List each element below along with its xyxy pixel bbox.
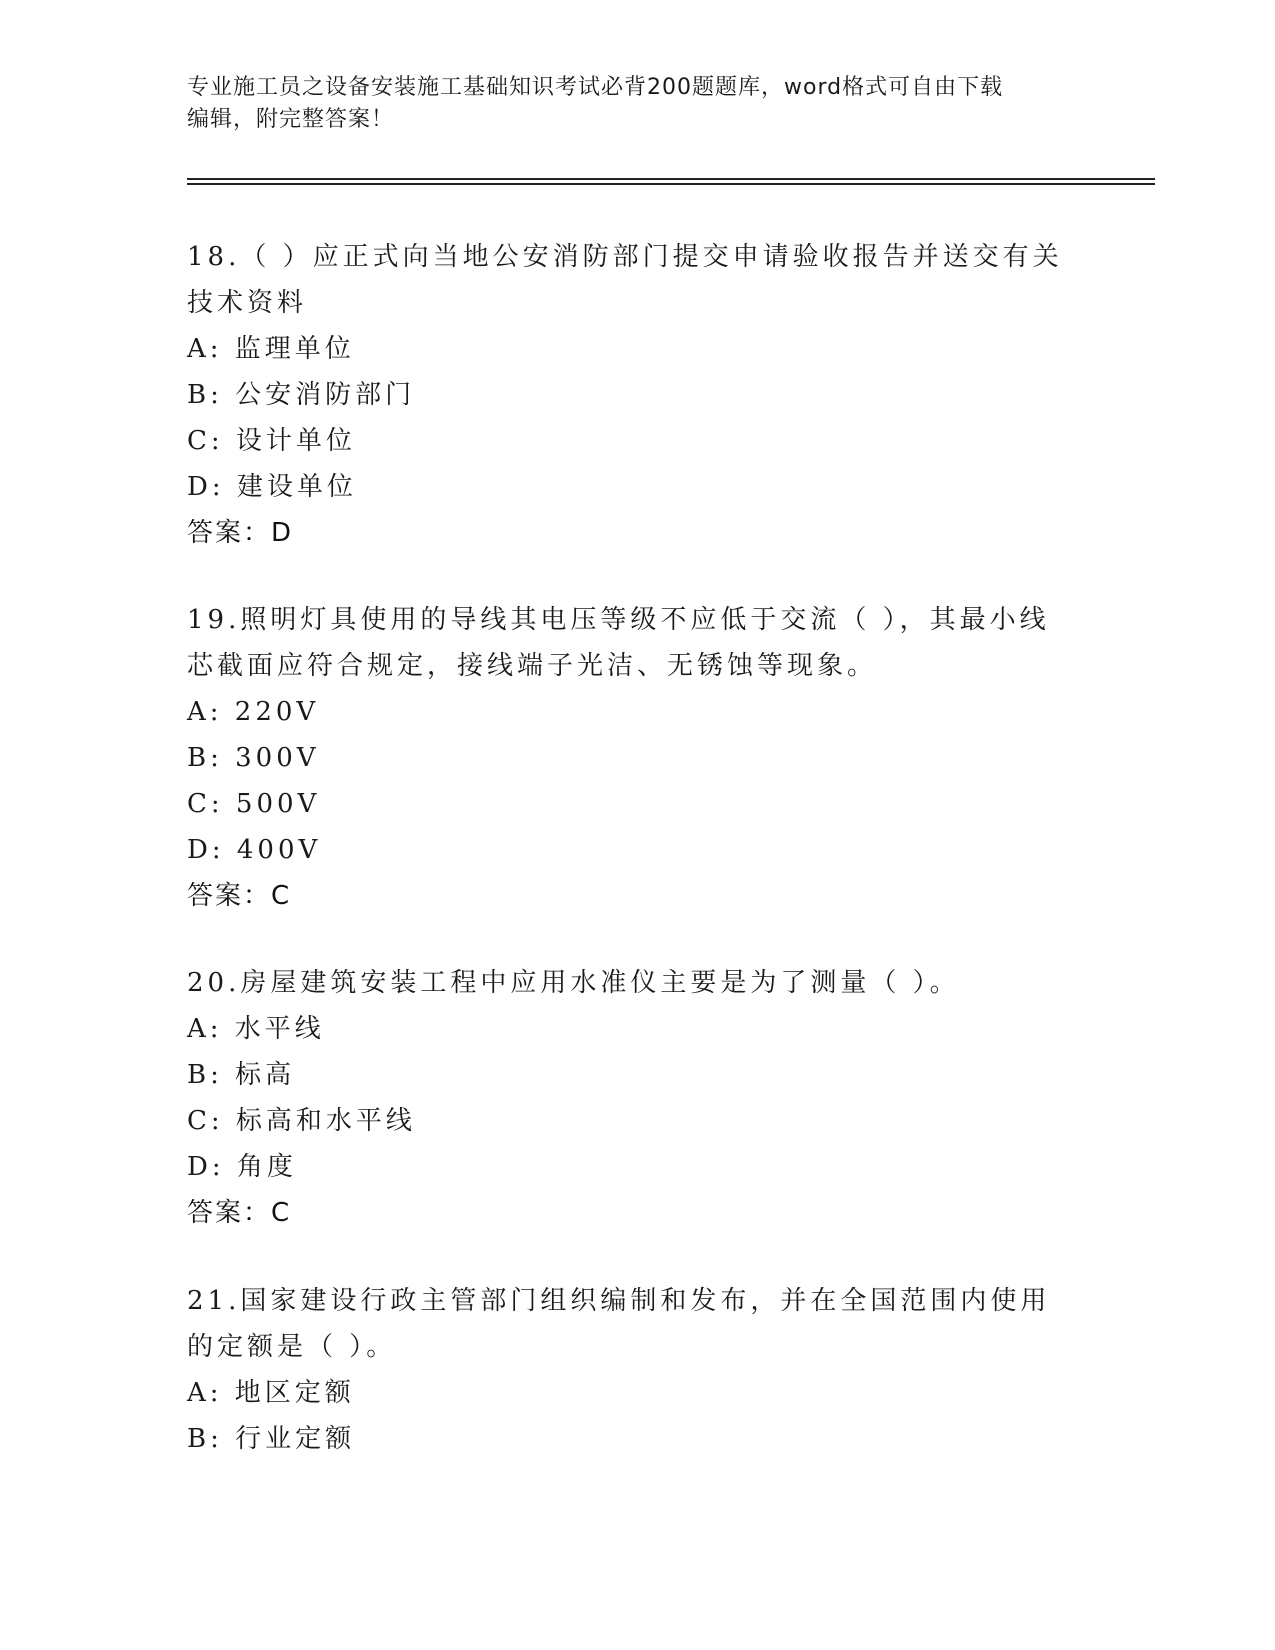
answer: 答案：D	[187, 518, 294, 548]
question-19	[187, 597, 1067, 919]
option-a: A: 220V	[187, 697, 320, 727]
question-21	[187, 1278, 1067, 1462]
option-a: A: 地区定额	[187, 1378, 355, 1408]
option-d: D: 角度	[187, 1152, 297, 1182]
option-c: C: 设计单位	[187, 426, 356, 456]
option-a: A: 水平线	[187, 1014, 325, 1044]
header-divider-top	[187, 178, 1155, 180]
question-text: 19.照明灯具使用的导线其电压等级不应低于交流（ ），其最小线芯截面应符合规定，接线端子光洁、无锈蚀等现象。	[187, 605, 1050, 681]
question-18	[187, 234, 1067, 556]
question-text: 18.（ ）应正式向当地公安消防部门提交申请验收报告并送交有关技术资料	[187, 242, 1063, 318]
header-line-1: 专业施工员之设备安装施工基础知识考试必背200题题库，word格式可自由下载	[187, 75, 1004, 100]
answer: 答案：C	[187, 1198, 292, 1228]
option-b: B: 公安消防部门	[187, 380, 416, 410]
option-a: A: 监理单位	[187, 334, 355, 364]
question-text: 21.国家建设行政主管部门组织编制和发布，并在全国范围内使用的定额是（ ）。	[187, 1286, 1051, 1362]
document-header	[187, 72, 1087, 136]
question-20	[187, 960, 1067, 1236]
option-c: C: 500V	[187, 789, 321, 819]
option-d: D: 建设单位	[187, 472, 357, 502]
header-line-2: 编辑，附完整答案！	[187, 107, 395, 132]
option-d: D: 400V	[187, 835, 322, 865]
answer: 答案：C	[187, 881, 292, 911]
option-b: B: 行业定额	[187, 1424, 356, 1454]
question-text: 20.房屋建筑安装工程中应用水准仪主要是为了测量（ ）。	[187, 968, 960, 998]
header-divider-bottom	[187, 183, 1155, 185]
option-b: B: 300V	[187, 743, 320, 773]
option-c: C: 标高和水平线	[187, 1106, 416, 1136]
option-b: B: 标高	[187, 1060, 296, 1090]
